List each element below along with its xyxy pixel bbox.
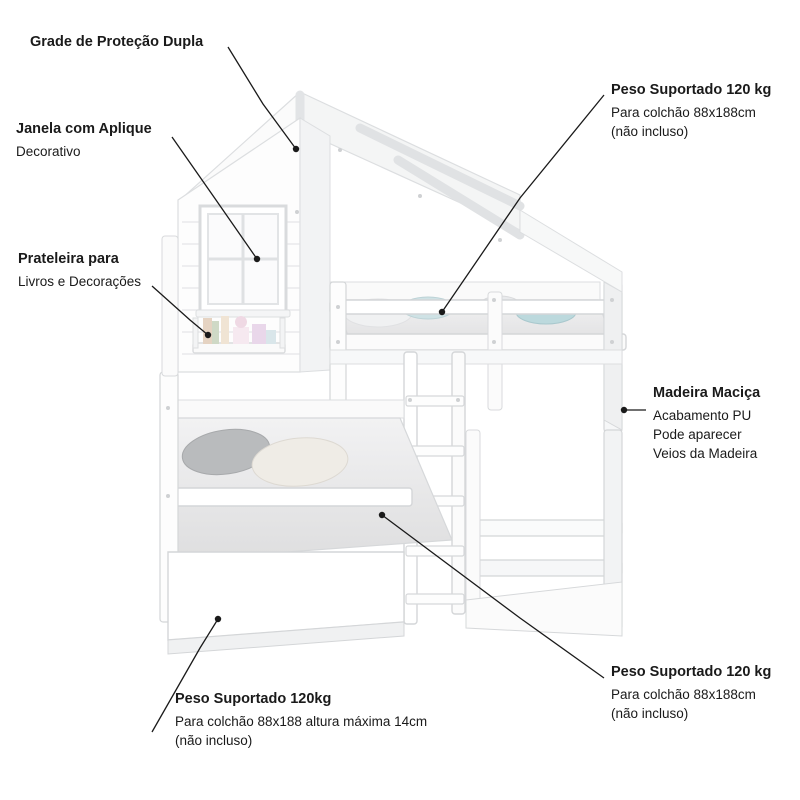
leader-peso-inferior-direito: [382, 515, 604, 678]
annotation-line: Para colchão 88x188 altura máxima 14cm: [175, 714, 428, 729]
leader-dot: [254, 256, 260, 262]
annotation-title: Janela com Aplique: [16, 121, 152, 137]
leader-dot: [293, 146, 299, 152]
annotation-line: Veios da Madeira: [653, 446, 758, 461]
annotation-title: Grade de Proteção Dupla: [30, 34, 204, 50]
annotation-line: Decorativo: [16, 144, 81, 159]
leader-peso-gaveta: [152, 619, 218, 732]
annotation-title: Prateleira para: [18, 251, 119, 267]
annotation-line: (não incluso): [175, 733, 253, 748]
leader-dot: [379, 512, 385, 518]
leader-dot: [215, 616, 221, 622]
annotation-title: Peso Suportado 120 kg: [611, 664, 772, 680]
annotation-line: (não incluso): [611, 124, 689, 139]
annotation-line: Acabamento PU: [653, 408, 752, 423]
leader-janela-com-aplique: [172, 137, 257, 259]
annotation-line: Livros e Decorações: [18, 274, 142, 289]
leader-peso-superior: [442, 95, 604, 312]
annotation-line: Pode aparecer: [653, 427, 742, 442]
leader-prateleira: [152, 286, 208, 335]
leader-dot: [621, 407, 627, 413]
annotation-line: (não incluso): [611, 706, 689, 721]
leader-dot: [205, 332, 211, 338]
leader-grade-protecao-dupla: [228, 47, 296, 149]
annotation-line: Para colchão 88x188cm: [611, 105, 756, 120]
annotation-title: Madeira Maciça: [653, 385, 761, 401]
annotation-title: Peso Suportado 120kg: [175, 691, 332, 707]
annotation-title: Peso Suportado 120 kg: [611, 82, 772, 98]
leader-dot: [439, 309, 445, 315]
annotation-line: Para colchão 88x188cm: [611, 687, 756, 702]
